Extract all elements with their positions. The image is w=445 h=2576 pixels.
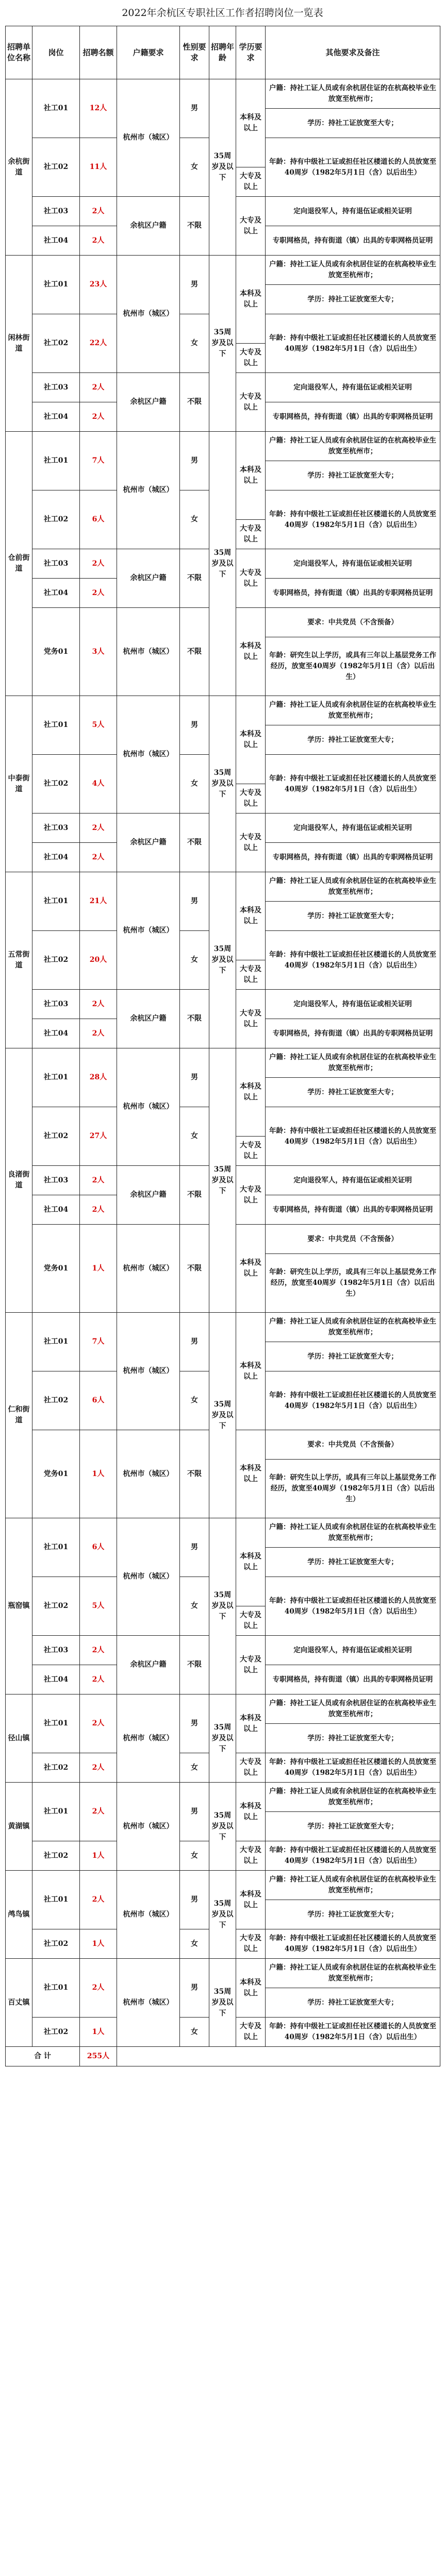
post-name: 社工01 — [32, 1871, 80, 1929]
post-count: 2人 — [80, 1195, 117, 1225]
age-req: 35周岁及以下 — [209, 1048, 236, 1313]
post-name: 社工04 — [32, 1019, 80, 1048]
other-req: 专职网格员，持有街道（镇）出具的专职网格员证明 — [266, 843, 440, 872]
other-req: 学历：持社工证放宽至大专； — [266, 1900, 440, 1929]
other-req: 学历：持社工证放宽至大专； — [266, 1342, 440, 1371]
post-count: 2人 — [80, 226, 117, 256]
table-row — [6, 1048, 440, 1078]
gender-req: 男 — [180, 79, 209, 138]
edu-req: 本科及以上 — [236, 696, 266, 784]
unit-name: 五常街道 — [6, 872, 32, 1048]
edu-req: 本科及以上 — [236, 256, 266, 344]
unit-name: 百丈镇 — [6, 1959, 32, 2047]
hukou-req: 杭州市（城区） — [117, 1871, 180, 1959]
edu-req: 本科及以上 — [236, 1694, 266, 1753]
post-count: 5人 — [80, 696, 117, 755]
post-name: 社工01 — [32, 1694, 80, 1753]
header-post: 岗位 — [32, 26, 80, 79]
gender-req: 不限 — [180, 1225, 209, 1313]
unit-name: 仁和街道 — [6, 1313, 32, 1518]
gender-req: 男 — [180, 1518, 209, 1577]
gender-req: 女 — [180, 490, 209, 549]
header-unit: 招聘单位名称 — [6, 26, 32, 79]
table-row — [6, 872, 440, 902]
post-count: 2人 — [80, 373, 117, 402]
edu-req: 大专及以上 — [236, 814, 266, 872]
other-req: 年龄：持有中级社工证或担任社区楼道长的人员放宽至40周岁（1982年5月1日（含）以后出生） — [266, 1371, 440, 1430]
table-row — [6, 696, 440, 725]
unit-name: 中泰街道 — [6, 696, 32, 872]
post-name: 党务01 — [32, 1430, 80, 1518]
post-name: 社工01 — [32, 1518, 80, 1577]
post-name: 社工01 — [32, 696, 80, 755]
page-title: 2022年余杭区专职社区工作者招聘岗位一览表 — [122, 7, 323, 19]
post-name: 党务01 — [32, 1225, 80, 1313]
post-name: 社工01 — [32, 1959, 80, 2018]
age-req: 35周岁及以下 — [209, 79, 236, 256]
table-row — [6, 256, 440, 285]
gender-req: 女 — [180, 931, 209, 990]
edu-req: 大专及以上 — [236, 960, 266, 990]
other-req: 学历：持社工证放宽至大专； — [266, 1812, 440, 1841]
other-req: 定向退役军人，持有退伍证或相关证明 — [266, 373, 440, 402]
post-count: 27人 — [80, 1107, 117, 1166]
other-req: 户籍：持社工证人员或有余杭居住证的在杭高校毕业生放宽至杭州市； — [266, 1313, 440, 1342]
other-req: 户籍：持社工证人员或有余杭居住证的在杭高校毕业生放宽至杭州市； — [266, 872, 440, 902]
table-row — [6, 79, 440, 109]
post-name: 社工01 — [32, 1048, 80, 1107]
post-count: 2人 — [80, 1959, 117, 2018]
post-count: 2人 — [80, 1166, 117, 1195]
hukou-req: 杭州市（城区） — [117, 1225, 180, 1313]
total-value: 255人 — [80, 2047, 117, 2066]
other-req: 年龄：持有中级社工证或担任社区楼道长的人员放宽至40周岁（1982年5月1日（含）以后出生） — [266, 1753, 440, 1783]
edu-req: 本科及以上 — [236, 1430, 266, 1518]
gender-req: 不限 — [180, 549, 209, 608]
other-req: 专职网格员，持有街道（镇）出具的专职网格员证明 — [266, 579, 440, 608]
hukou-req: 杭州市（城区） — [117, 872, 180, 990]
total-blank — [117, 2047, 440, 2066]
other-req: 户籍：持社工证人员或有余杭居住证的在杭高校毕业生放宽至杭州市； — [266, 256, 440, 285]
other-req: 学历：持社工证放宽至大专； — [266, 109, 440, 138]
unit-name: 径山镇 — [6, 1694, 32, 1783]
post-name: 社工01 — [32, 432, 80, 490]
other-req: 专职网格员，持有街道（镇）出具的专职网格员证明 — [266, 1195, 440, 1225]
post-name: 社工02 — [32, 138, 80, 197]
unit-name: 鸬鸟镇 — [6, 1871, 32, 1959]
other-req: 户籍：持社工证人员或有余杭居住证的在杭高校毕业生放宽至杭州市； — [266, 1783, 440, 1812]
gender-req: 不限 — [180, 814, 209, 872]
age-req: 35周岁及以下 — [209, 1871, 236, 1959]
other-req: 户籍：持社工证人员或有余杭居住证的在杭高校毕业生放宽至杭州市； — [266, 1871, 440, 1900]
post-count: 6人 — [80, 490, 117, 549]
age-req: 35周岁及以下 — [209, 256, 236, 432]
post-name: 社工02 — [32, 314, 80, 373]
edu-req: 本科及以上 — [236, 1783, 266, 1841]
other-req: 年龄：持有中级社工证或担任社区楼道长的人员放宽至40周岁（1982年5月1日（含）以后出生） — [266, 314, 440, 373]
post-count: 2人 — [80, 843, 117, 872]
header-other: 其他要求及备注 — [266, 26, 440, 79]
gender-req: 男 — [180, 1959, 209, 2018]
post-count: 23人 — [80, 256, 117, 314]
post-count: 2人 — [80, 1783, 117, 1841]
edu-req: 大专及以上 — [236, 990, 266, 1048]
hukou-req: 杭州市（城区） — [117, 696, 180, 814]
post-name: 社工02 — [32, 1753, 80, 1783]
other-req: 年龄：持有中级社工证或担任社区楼道长的人员放宽至40周岁（1982年5月1日（含）以后出生） — [266, 1107, 440, 1166]
other-req: 专职网格员，持有街道（镇）出具的专职网格员证明 — [266, 402, 440, 432]
hukou-req: 余杭区户籍 — [117, 1166, 180, 1225]
hukou-req: 杭州市（城区） — [117, 1694, 180, 1783]
other-req: 年龄：持有中级社工证或担任社区楼道长的人员放宽至40周岁（1982年5月1日（含）以后出生） — [266, 1841, 440, 1871]
gender-req: 不限 — [180, 1166, 209, 1225]
table-row — [6, 1959, 440, 1988]
post-count: 2人 — [80, 579, 117, 608]
other-req: 专职网格员，持有街道（镇）出具的专职网格员证明 — [266, 1019, 440, 1048]
other-req: 年龄：持有中级社工证或担任社区楼道长的人员放宽至40周岁（1982年5月1日（含）以后出生） — [266, 490, 440, 549]
gender-req: 男 — [180, 1871, 209, 1929]
post-count: 3人 — [80, 608, 117, 696]
edu-req: 大专及以上 — [236, 1137, 266, 1166]
edu-req: 大专及以上 — [236, 784, 266, 814]
post-name: 社工03 — [32, 373, 80, 402]
other-req: 专职网格员，持有街道（镇）出具的专职网格员证明 — [266, 226, 440, 256]
post-name: 社工03 — [32, 990, 80, 1019]
post-name: 社工04 — [32, 402, 80, 432]
post-count: 2人 — [80, 1753, 117, 1783]
post-count: 22人 — [80, 314, 117, 373]
hukou-req: 杭州市（城区） — [117, 608, 180, 696]
edu-req: 大专及以上 — [236, 167, 266, 197]
post-name: 社工03 — [32, 549, 80, 579]
header-gender: 性别要求 — [180, 26, 209, 79]
edu-req: 本科及以上 — [236, 1959, 266, 2018]
post-name: 社工02 — [32, 1577, 80, 1636]
edu-req: 大专及以上 — [236, 197, 266, 256]
other-req: 要求：中共党员（不含预备） — [266, 1225, 440, 1254]
age-req: 35周岁及以下 — [209, 1518, 236, 1694]
hukou-req: 余杭区户籍 — [117, 549, 180, 608]
hukou-req: 杭州市（城区） — [117, 432, 180, 549]
other-req: 年龄：持有中级社工证或担任社区楼道长的人员放宽至40周岁（1982年5月1日（含）以后出生） — [266, 1577, 440, 1636]
hukou-req: 杭州市（城区） — [117, 1518, 180, 1636]
post-count: 1人 — [80, 2018, 117, 2047]
other-req: 户籍：持社工证人员或有余杭居住证的在杭高校毕业生放宽至杭州市； — [266, 432, 440, 461]
unit-name: 瓶窑镇 — [6, 1518, 32, 1694]
header-age: 招聘年龄 — [209, 26, 236, 79]
edu-req: 本科及以上 — [236, 1518, 266, 1606]
post-name: 社工02 — [32, 1841, 80, 1871]
hukou-req: 杭州市（城区） — [117, 1048, 180, 1166]
other-req: 学历：持社工证放宽至大专； — [266, 1988, 440, 2018]
post-name: 社工03 — [32, 814, 80, 843]
gender-req: 男 — [180, 256, 209, 314]
gender-req: 男 — [180, 1313, 209, 1371]
recruitment-table — [5, 26, 440, 2066]
unit-name: 黄湖镇 — [6, 1783, 32, 1871]
age-req: 35周岁及以下 — [209, 1313, 236, 1518]
gender-req: 不限 — [180, 197, 209, 256]
post-count: 2人 — [80, 1665, 117, 1694]
hukou-req: 杭州市（城区） — [117, 1313, 180, 1430]
post-count: 2人 — [80, 990, 117, 1019]
hukou-req: 余杭区户籍 — [117, 197, 180, 256]
post-count: 2人 — [80, 1694, 117, 1753]
edu-req: 大专及以上 — [236, 1841, 266, 1871]
edu-req: 大专及以上 — [236, 2018, 266, 2047]
table-row — [6, 1694, 440, 1724]
post-name: 社工04 — [32, 579, 80, 608]
age-req: 35周岁及以下 — [209, 696, 236, 872]
edu-req: 大专及以上 — [236, 1166, 266, 1225]
gender-req: 不限 — [180, 373, 209, 432]
post-name: 社工02 — [32, 931, 80, 990]
hukou-req: 余杭区户籍 — [117, 990, 180, 1048]
post-name: 社工02 — [32, 1107, 80, 1166]
post-name: 社工01 — [32, 79, 80, 138]
post-name: 社工02 — [32, 2018, 80, 2047]
post-count: 2人 — [80, 549, 117, 579]
other-req: 要求：中共党员（不含预备） — [266, 1430, 440, 1460]
other-req: 年龄：持有中级社工证或担任社区楼道长的人员放宽至40周岁（1982年5月1日（含）以后出生） — [266, 138, 440, 197]
post-name: 社工01 — [32, 1313, 80, 1371]
other-req: 户籍：持社工证人员或有余杭居住证的在杭高校毕业生放宽至杭州市； — [266, 79, 440, 109]
post-name: 社工03 — [32, 197, 80, 226]
gender-req: 女 — [180, 1841, 209, 1871]
table-row — [6, 1871, 440, 1900]
hukou-req: 杭州市（城区） — [117, 256, 180, 373]
other-req: 学历：持社工证放宽至大专； — [266, 1724, 440, 1753]
edu-req: 大专及以上 — [236, 1606, 266, 1636]
other-req: 学历：持社工证放宽至大专； — [266, 1548, 440, 1577]
table-row — [6, 1313, 440, 1342]
post-name: 社工02 — [32, 755, 80, 814]
gender-req: 不限 — [180, 1636, 209, 1694]
post-name: 社工04 — [32, 226, 80, 256]
post-count: 2人 — [80, 402, 117, 432]
post-count: 4人 — [80, 755, 117, 814]
post-count: 2人 — [80, 1636, 117, 1665]
other-req: 定向退役军人，持有退伍证或相关证明 — [266, 1166, 440, 1195]
post-count: 21人 — [80, 872, 117, 931]
other-req: 定向退役军人，持有退伍证或相关证明 — [266, 197, 440, 226]
other-req: 年龄：研究生以上学历，或具有三年以上基层党务工作经历，放宽至40周岁（1982年5月1日（含）以后出生） — [266, 1460, 440, 1518]
post-count: 11人 — [80, 138, 117, 197]
post-name: 社工01 — [32, 256, 80, 314]
post-name: 党务01 — [32, 608, 80, 696]
edu-req: 大专及以上 — [236, 344, 266, 373]
hukou-req: 余杭区户籍 — [117, 373, 180, 432]
post-count: 12人 — [80, 79, 117, 138]
edu-req: 本科及以上 — [236, 608, 266, 696]
post-count: 20人 — [80, 931, 117, 990]
total-row — [6, 2047, 440, 2066]
gender-req: 不限 — [180, 990, 209, 1048]
gender-req: 女 — [180, 1577, 209, 1636]
post-name: 社工02 — [32, 1371, 80, 1430]
hukou-req: 杭州市（城区） — [117, 1430, 180, 1518]
hukou-req: 杭州市（城区） — [117, 1783, 180, 1871]
unit-name: 仓前街道 — [6, 432, 32, 696]
other-req: 学历：持社工证放宽至大专； — [266, 902, 440, 931]
other-req: 定向退役军人，持有退伍证或相关证明 — [266, 814, 440, 843]
post-count: 2人 — [80, 1871, 117, 1929]
post-count: 5人 — [80, 1577, 117, 1636]
other-req: 年龄：持有中级社工证或担任社区楼道长的人员放宽至40周岁（1982年5月1日（含）以后出生） — [266, 1929, 440, 1959]
post-name: 社工01 — [32, 1783, 80, 1841]
edu-req: 大专及以上 — [236, 1636, 266, 1694]
gender-req: 女 — [180, 1753, 209, 1783]
post-name: 社工04 — [32, 1195, 80, 1225]
age-req: 35周岁及以下 — [209, 872, 236, 1048]
edu-req: 大专及以上 — [236, 373, 266, 432]
other-req: 年龄：研究生以上学历，或具有三年以上基层党务工作经历，放宽至40周岁（1982年5月1日（含）以后出生） — [266, 637, 440, 696]
other-req: 学历：持社工证放宽至大专； — [266, 461, 440, 490]
post-name: 社工03 — [32, 1636, 80, 1665]
header-education: 学历要求 — [236, 26, 266, 79]
gender-req: 不限 — [180, 608, 209, 696]
gender-req: 男 — [180, 1694, 209, 1753]
edu-req: 大专及以上 — [236, 520, 266, 549]
edu-req: 大专及以上 — [236, 549, 266, 608]
gender-req: 女 — [180, 1107, 209, 1166]
post-name: 社工03 — [32, 1166, 80, 1195]
age-req: 35周岁及以下 — [209, 432, 236, 696]
gender-req: 男 — [180, 872, 209, 931]
post-count: 2人 — [80, 1019, 117, 1048]
post-count: 28人 — [80, 1048, 117, 1107]
gender-req: 男 — [180, 696, 209, 755]
other-req: 要求：中共党员（不含预备） — [266, 608, 440, 637]
other-req: 学历：持社工证放宽至大专； — [266, 725, 440, 755]
edu-req: 本科及以上 — [236, 79, 266, 167]
post-count: 6人 — [80, 1518, 117, 1577]
total-label: 合 计 — [6, 2047, 80, 2066]
edu-req: 本科及以上 — [236, 432, 266, 520]
other-req: 年龄：持有中级社工证或担任社区楼道长的人员放宽至40周岁（1982年5月1日（含）以后出生） — [266, 931, 440, 990]
hukou-req: 杭州市（城区） — [117, 79, 180, 197]
age-req: 35周岁及以下 — [209, 1694, 236, 1783]
post-count: 1人 — [80, 1929, 117, 1959]
post-count: 7人 — [80, 432, 117, 490]
post-name: 社工04 — [32, 1665, 80, 1694]
other-req: 户籍：持社工证人员或有余杭居住证的在杭高校毕业生放宽至杭州市； — [266, 1518, 440, 1548]
edu-req: 本科及以上 — [236, 1313, 266, 1430]
gender-req: 男 — [180, 1783, 209, 1841]
post-name: 社工04 — [32, 843, 80, 872]
age-req: 35周岁及以下 — [209, 1783, 236, 1871]
edu-req: 大专及以上 — [236, 1929, 266, 1959]
edu-req: 本科及以上 — [236, 1871, 266, 1929]
other-req: 年龄：研究生以上学历，或具有三年以上基层党务工作经历，放宽至40周岁（1982年5月1日（含）以后出生） — [266, 1254, 440, 1313]
post-count: 2人 — [80, 197, 117, 226]
edu-req: 大专及以上 — [236, 1753, 266, 1783]
gender-req: 女 — [180, 314, 209, 373]
post-name: 社工02 — [32, 1929, 80, 1959]
gender-req: 男 — [180, 432, 209, 490]
gender-req: 男 — [180, 1048, 209, 1107]
header-hukou: 户籍要求 — [117, 26, 180, 79]
other-req: 户籍：持社工证人员或有余杭居住证的在杭高校毕业生放宽至杭州市； — [266, 1694, 440, 1724]
header-row — [6, 26, 440, 79]
other-req: 定向退役军人，持有退伍证或相关证明 — [266, 1636, 440, 1665]
gender-req: 女 — [180, 755, 209, 814]
other-req: 户籍：持社工证人员或有余杭居住证的在杭高校毕业生放宽至杭州市； — [266, 696, 440, 725]
other-req: 学历：持社工证放宽至大专； — [266, 1078, 440, 1107]
table-row — [6, 432, 440, 461]
unit-name: 闲林街道 — [6, 256, 32, 432]
age-req: 35周岁及以下 — [209, 1959, 236, 2047]
edu-req: 本科及以上 — [236, 872, 266, 960]
edu-req: 本科及以上 — [236, 1048, 266, 1137]
post-count: 1人 — [80, 1430, 117, 1518]
table-row — [6, 1783, 440, 1812]
other-req: 年龄：持有中级社工证或担任社区楼道长的人员放宽至40周岁（1982年5月1日（含）以后出生） — [266, 2018, 440, 2047]
header-count: 招聘名额 — [80, 26, 117, 79]
hukou-req: 余杭区户籍 — [117, 814, 180, 872]
gender-req: 不限 — [180, 1430, 209, 1518]
hukou-req: 余杭区户籍 — [117, 1636, 180, 1694]
gender-req: 女 — [180, 1929, 209, 1959]
gender-req: 女 — [180, 138, 209, 197]
post-count: 2人 — [80, 814, 117, 843]
other-req: 学历：持社工证放宽至大专； — [266, 285, 440, 314]
other-req: 年龄：持有中级社工证或担任社区楼道长的人员放宽至40周岁（1982年5月1日（含）以后出生） — [266, 755, 440, 814]
table-row — [6, 1518, 440, 1548]
post-count: 7人 — [80, 1313, 117, 1371]
other-req: 定向退役军人，持有退伍证或相关证明 — [266, 549, 440, 579]
hukou-req: 杭州市（城区） — [117, 1959, 180, 2047]
post-name: 社工02 — [32, 490, 80, 549]
unit-name: 良渚街道 — [6, 1048, 32, 1313]
other-req: 定向退役军人，持有退伍证或相关证明 — [266, 990, 440, 1019]
gender-req: 女 — [180, 2018, 209, 2047]
post-count: 6人 — [80, 1371, 117, 1430]
post-count: 1人 — [80, 1225, 117, 1313]
post-count: 1人 — [80, 1841, 117, 1871]
other-req: 户籍：持社工证人员或有余杭居住证的在杭高校毕业生放宽至杭州市； — [266, 1048, 440, 1078]
other-req: 专职网格员，持有街道（镇）出具的专职网格员证明 — [266, 1665, 440, 1694]
edu-req: 本科及以上 — [236, 1225, 266, 1313]
other-req: 户籍：持社工证人员或有余杭居住证的在杭高校毕业生放宽至杭州市； — [266, 1959, 440, 1988]
gender-req: 女 — [180, 1371, 209, 1430]
unit-name: 余杭街道 — [6, 79, 32, 256]
post-name: 社工01 — [32, 872, 80, 931]
